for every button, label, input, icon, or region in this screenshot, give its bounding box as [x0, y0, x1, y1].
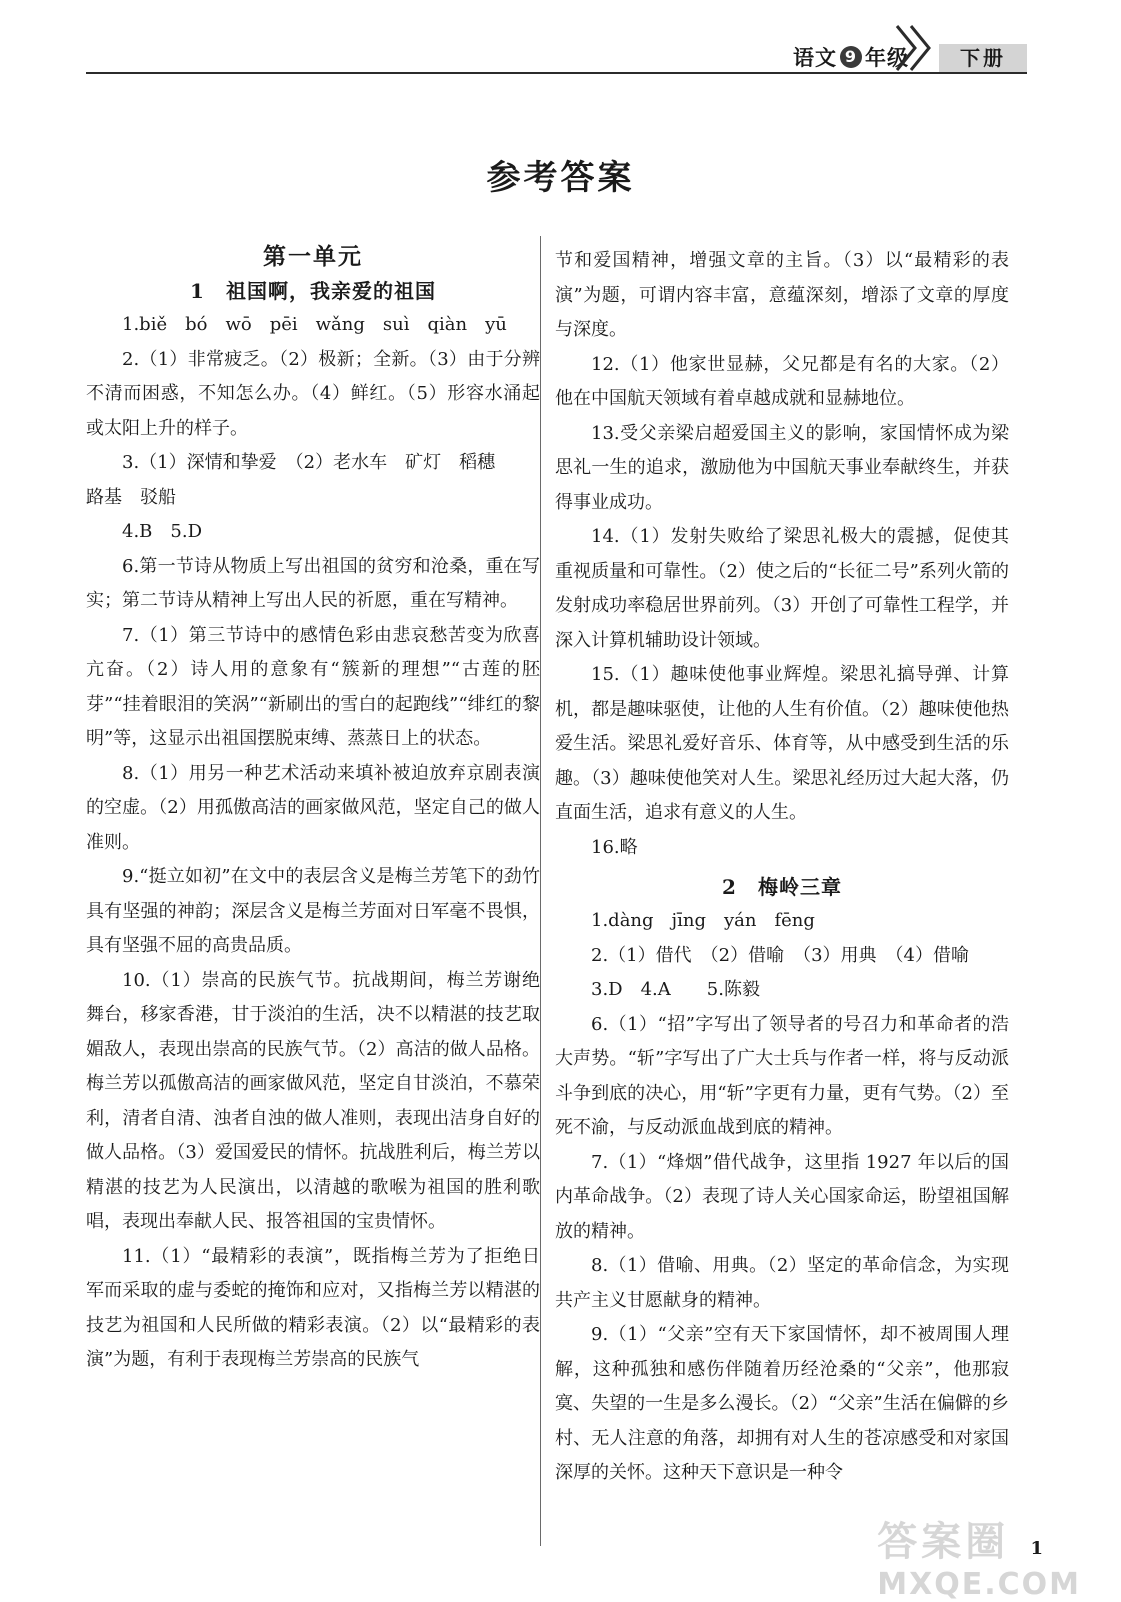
- lesson-1-title: 1 祖国啊，我亲爱的祖国: [190, 279, 436, 303]
- answer-item-continued: 节和爱国精神，增强文章的主旨。（3）以“最精彩的表演”为题，可谓内容丰富，意蕴深刻，增添了文章的厚度与深度。: [555, 250, 1009, 340]
- answer-item: 9.“挺立如初”在文中的表层含义是梅兰芳笔下的劲竹具有坚强的神韵；深层含义是梅兰芳面对日军毫不畏惧，具有坚强不屈的高贵品质。: [86, 866, 540, 956]
- answer-item: 8.（1）用另一种艺术活动来填补被迫放弃京剧表演的空虚。（2）用孤傲高洁的画家做风范，坚定自己的做人准则。: [86, 762, 540, 853]
- page-header: [86, 44, 1027, 74]
- header-rule: [86, 72, 1027, 74]
- lesson-2-title: 2 梅岭三章: [722, 875, 842, 899]
- answer-item: 15.（1）趣味使他事业辉煌。梁思礼搞导弹、计算机，都是趣味驱使，让他的人生有价值。（2）趣味使他热爱生活。梁思礼爱好音乐、体育等，从中感受到生活的乐趣。（3）趣味使他笑对人生。梁思礼经历过大起大落，仍直面生活，追求有意义的人生。: [555, 664, 1009, 823]
- answer-item: 3.（1）深情和挚爱 （2）老水车 矿灯 稻穗: [122, 452, 496, 473]
- page-number: 1: [1030, 1538, 1043, 1559]
- answer-item: 6.第一节诗从物质上写出祖国的贫穷和沧桑，重在写实；第二节诗从精神上写出人民的祈愿，重在写精神。: [86, 555, 540, 611]
- answer-item: 2.（1）借代 （2）借喻 （3）用典 （4）借喻: [591, 944, 969, 966]
- unit-title: 第一单元: [263, 243, 363, 270]
- watermark-url: MXQE.COM: [877, 1567, 1081, 1602]
- column-divider: [540, 236, 541, 1546]
- header-subject: [793, 42, 909, 72]
- answer-item: 2.（1）非常疲乏。（2）极新；全新。（3）由于分辨不清而困惑，不知怎么办。（4）鲜红。（5）形容水涌起或太阳上升的样子。: [86, 348, 540, 439]
- answer-item: 8.（1）借喻、用典。（2）坚定的革命信念，为实现共产主义甘愿献身的精神。: [555, 1255, 1009, 1311]
- right-column: [555, 244, 1009, 1491]
- answer-item: 10.（1）崇高的民族气节。抗战期间，梅兰芳谢绝舞台，移家香港，甘于淡泊的生活，决不以精湛的技艺取媚敌人，表现出崇高的民族气节。（2）高洁的做人品格。梅兰芳以孤傲高洁的画家做风范，坚定自甘淡泊，不慕荣利，清者自清、浊者自浊的做人准则，表现出洁身自好的做人品格。（3）爱国爱民的情怀。抗战胜利后，梅兰芳以精湛的技艺为人民演出，以清越的歌喉为祖国的胜利歌唱，表现出奉献人民、报答祖国的宝贵情怀。: [86, 969, 540, 1232]
- answer-item: 14.（1）发射失败给了梁思礼极大的震撼，促使其重视质量和可靠性。（2）使之后的“长征二号”系列火箭的发射成功率稳居世界前列。（3）开创了可靠性工程学，并深入计算机辅助设计领域。: [555, 526, 1009, 651]
- answer-item: 13.受父亲梁启超爱国主义的影响，家国情怀成为梁思礼一生的追求，激励他为中国航天事业奉献终生，并获得事业成功。: [555, 422, 1009, 513]
- answer-item: 1.dàng jīng yán fēng: [591, 910, 815, 931]
- answer-item: 4.B 5.D: [122, 521, 203, 542]
- answer-item: 6.（1）“招”字写出了领导者的号召力和革命者的浩大声势。“斩”字写出了广大士兵与作者一样，将与反动派斗争到底的决心，用“斩”字更有力量，更有气势。（2）至死不渝，与反动派血战到底的精神。: [555, 1013, 1009, 1138]
- answer-item-continued: 路基 驳船: [86, 486, 176, 508]
- watermark: [877, 1510, 1081, 1602]
- answer-item: 7.（1）第三节诗中的感情色彩由悲哀愁苦变为欣喜亢奋。（2）诗人用的意象有“簇新的理想”“古莲的胚芽”“挂着眼泪的笑涡”“新刷出的雪白的起跑线”“绯红的黎明”等，这显示出祖国摆脱束缚、蒸蒸日上的状态。: [86, 624, 540, 749]
- left-column: [86, 232, 540, 1378]
- volume-label: 下册: [939, 44, 1027, 72]
- page-title: 参考答案: [486, 158, 635, 198]
- answer-item: 12.（1）他家世显赫，父兄都是有名的大家。（2）他在中国航天领域有着卓越成就和显赫地位。: [555, 353, 1009, 409]
- subject-label: 语文: [793, 46, 837, 70]
- watermark-logo-text: 答案圈: [877, 1519, 1010, 1565]
- answer-item: 1.biě bó wō pēi wǎng suì qiàn yū: [122, 314, 507, 335]
- double-chevron-icon: [893, 22, 941, 72]
- answer-item: 9.（1）“父亲”空有天下家国情怀，却不被周围人理解，这种孤独和感伤伴随着历经沧桑的“父亲”，他那寂寞、失望的一生是多么漫长。（2）“父亲”生活在偏僻的乡村、无人注意的角落，却拥有对人生的苍凉感受和对家国深厚的关怀。这种天下意识是一种令: [555, 1324, 1009, 1483]
- answer-item: 3.D 4.A 5.陈毅: [591, 979, 760, 1000]
- grade-badge: 9: [840, 46, 862, 68]
- answer-item: 16.略: [591, 836, 638, 858]
- grade-label: 年级: [865, 46, 909, 70]
- answer-item: 7.（1）“烽烟”借代战争，这里指 1927 年以后的国内革命战争。（2）表现了诗人关心国家命运，盼望祖国解放的精神。: [555, 1151, 1009, 1242]
- answer-item: 11.（1）“最精彩的表演”，既指梅兰芳为了拒绝日军而采取的虚与委蛇的掩饰和应对，又指梅兰芳以精湛的技艺为祖国和人民所做的精彩表演。（2）以“最精彩的表演”为题，有利于表现梅兰芳崇高的民族气: [86, 1245, 540, 1370]
